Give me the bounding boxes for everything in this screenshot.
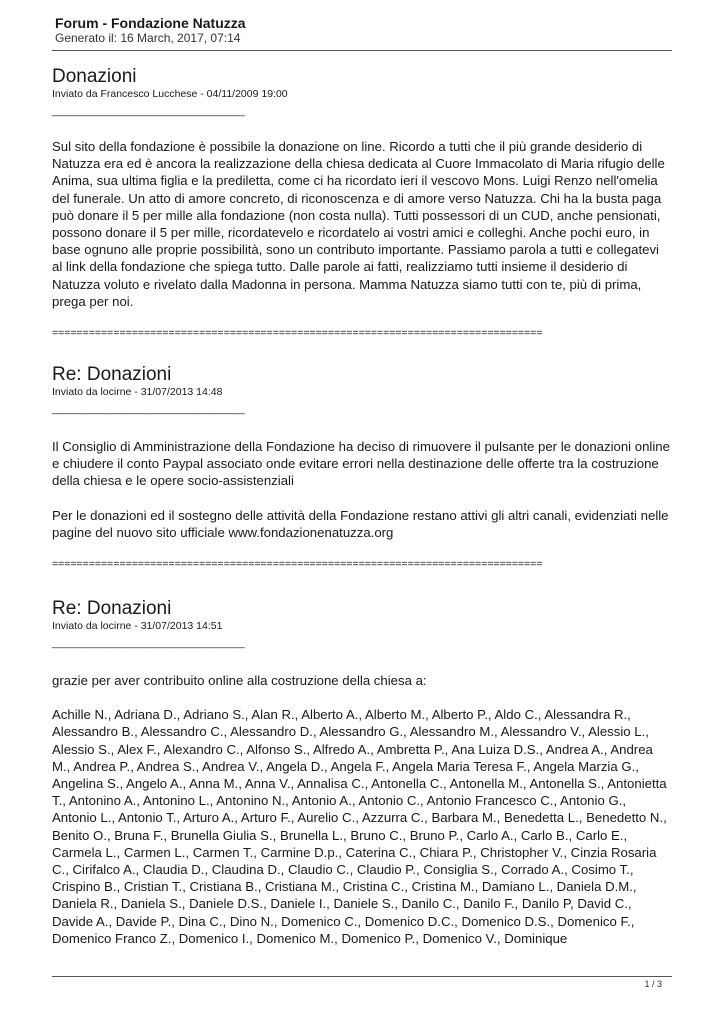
post-paragraph: Achille N., Adriana D., Adriano S., Alan R., Alberto A., Alberto M., Alberto P., Aldo C., Alessandra R., Alessandro B., Alessandro C., Alessandro D., Alessandro G., Alessandro M., Alessandro V., Alessio L., Alessio S., Alex F., Alexandro C., Alfonso S., Alfredo A., Ambretta P., Ana Luiza D.S., Andrea A., Andrea M., Andrea P., Andrea S., Andrea V., Angela D., Angela F., Angela Maria Teresa F., Angela Marzia G., Angelina S., Angelo A., Anna M., Anna V., Annalisa C., Antonella C., Antonella M., Antonella S., Antonietta T., Antonino A., Antonino L., Antonino N., Antonio A., Antonio C., Antonio Francesco C., Antonio G., Antonio L., Antonio T., Arturo A., Arturo F., Aurelio C., Azzurra C., Barbara M., Benedetta L., Benedetto N., Benito O., Bruna F., Brunella Giulia S., Brunella L., Bruno C., Bruno P., Carlo A., Carlo B., Carlo E., Carmela L., Carmen L., Carmen T., Carmine D.p., Caterina C., Chiara P., Christopher V., Cinzia Rosaria C., Cirifalco A., Claudia D., Claudina D., Claudio C., Claudio P., Consiglia S., Corrado A., Cosimo T., Crispino B., Cristian T., Cristiana B., Cristiana M., Cristina C., Cristina M., Damiano L., Daniela D.M., Daniela R., Daniela S., Daniele D.S., Daniele I., Daniele S., Danilo C., Danilo F., Danilo P, David C., Davide A., Davide P., Dina C., Dino N., Domenico C., Domenico D.C., Domenico D.S., Domenico F., Domenico Franco Z., Domenico I., Domenico M., Domenico P., Domenico V., Dominique <box>52 707 667 946</box>
post-title: Donazioni <box>52 66 137 87</box>
footer-divider <box>52 976 672 977</box>
post-underline: _________________________________ <box>52 637 245 650</box>
post-title: Re: Donazioni <box>52 598 172 620</box>
generated-date: Generato il: 16 March, 2017, 07:14 <box>55 31 241 45</box>
post-separator: ================================================================================ <box>52 327 543 340</box>
post-list <box>52 66 672 947</box>
post <box>52 598 672 947</box>
post-body <box>52 672 672 947</box>
post-separator: ================================================================================ <box>52 558 543 571</box>
post <box>52 364 672 541</box>
post <box>52 66 672 310</box>
post-underline: _________________________________ <box>52 403 245 416</box>
post-meta: Inviato da Francesco Lucchese - 04/11/2009 19:00 <box>52 88 288 100</box>
post-meta: Inviato da locirne - 31/07/2013 14:51 <box>52 620 223 633</box>
post-paragraph: Il Consiglio di Amministrazione della Fondazione ha deciso di rimuovere il pulsante per le donazioni online e chiudere il conto Paypal associato onde evitare errori nella destinazione delle offerte tra la costruzione della chiesa e le opere socio-assistenziali <box>52 439 670 489</box>
header-divider <box>52 50 672 51</box>
post-underline: _________________________________ <box>52 105 245 117</box>
post-paragraph: Per le donazioni ed il sostegno delle attività della Fondazione restano attivi gli altri canali, evidenziati nelle pagine del nuovo sito ufficiale www.fondazionenatuzza.org <box>52 507 669 540</box>
post-body <box>52 138 672 310</box>
page-header <box>55 15 672 46</box>
post-meta: Inviato da locirne - 31/07/2013 14:48 <box>52 386 223 399</box>
post-body <box>52 438 672 541</box>
post-title: Re: Donazioni <box>52 364 172 386</box>
forum-title: Forum - Fondazione Natuzza <box>55 15 246 31</box>
post-paragraph: grazie per aver contribuito online alla costruzione della chiesa a: <box>52 673 427 689</box>
post-paragraph: Sul sito della fondazione è possibile la donazione on line. Ricordo a tutti che il più grande desiderio di Natuzza era ed è ancora la realizzazione della chiesa dedicata al Cuore Immacolato di Maria rifugio delle Anima, sua ultima figlia e la prediletta, come ci ha ricordato ieri il vescovo Mons. Luigi Renzo nell'omelia del funerale. Un atto di amore concreto, di riconoscenza e di amore verso Natuzza. Chi ha la busta paga può donare il 5 per mille alla fondazione (non costa nulla). Tutti possessori di un CUD, anche pensionati, possono donare il 5 per mille, ricordatevelo e ricordatelo ai vostri amici e colleghi. Anche pochi euro, in base ognuno alle proprie possibilità, sono un contributo importante. Passiamo parola a tutti e collegatevi al link della fondazione che spiega tutto. Dalle parole ai fatti, realizziamo tutti insieme il desiderio di Natuzza voluto e rivelato dalla Madonna in persona. Mamma Natuzza siamo tutti con te, più di prima, prega per noi. <box>52 139 665 309</box>
page-number: 1 / 3 <box>644 979 662 989</box>
